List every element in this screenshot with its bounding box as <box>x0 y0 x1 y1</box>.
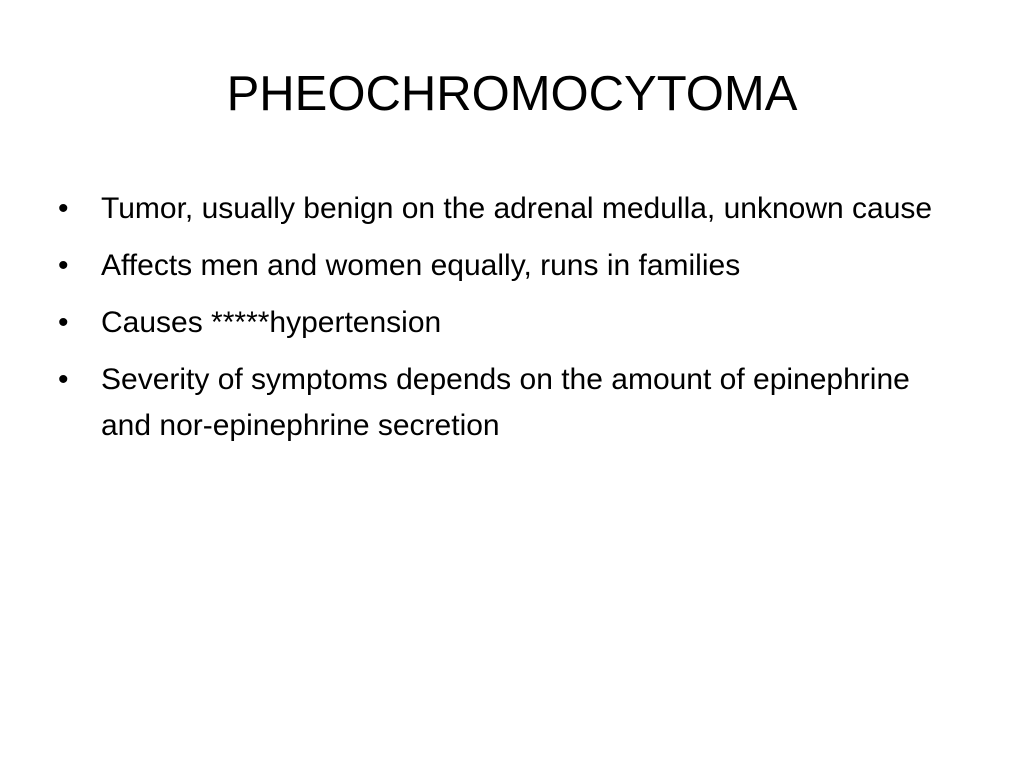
bullet-text: Tumor, usually benign on the adrenal medulla, unknown cause <box>101 192 933 225</box>
bullet-text: Affects men and women equally, runs in families <box>101 249 741 282</box>
bullet-dot-icon: • <box>58 249 69 282</box>
bullet-item <box>58 357 938 449</box>
bullet-dot-icon: • <box>58 306 69 339</box>
bullet-dot-icon: • <box>58 192 69 225</box>
bullet-list <box>58 186 938 460</box>
bullet-dot-icon: • <box>58 363 69 396</box>
slide-title: PHEOCHROMOCYTOMA <box>226 67 798 121</box>
bullet-text: Severity of symptoms depends on the amount of epinephrine and nor-epinephrine secretion <box>101 363 910 442</box>
bullet-text: Causes *****hypertension <box>101 306 442 339</box>
bullet-item <box>58 300 938 346</box>
bullet-item <box>58 243 938 289</box>
bullet-item <box>58 186 938 232</box>
